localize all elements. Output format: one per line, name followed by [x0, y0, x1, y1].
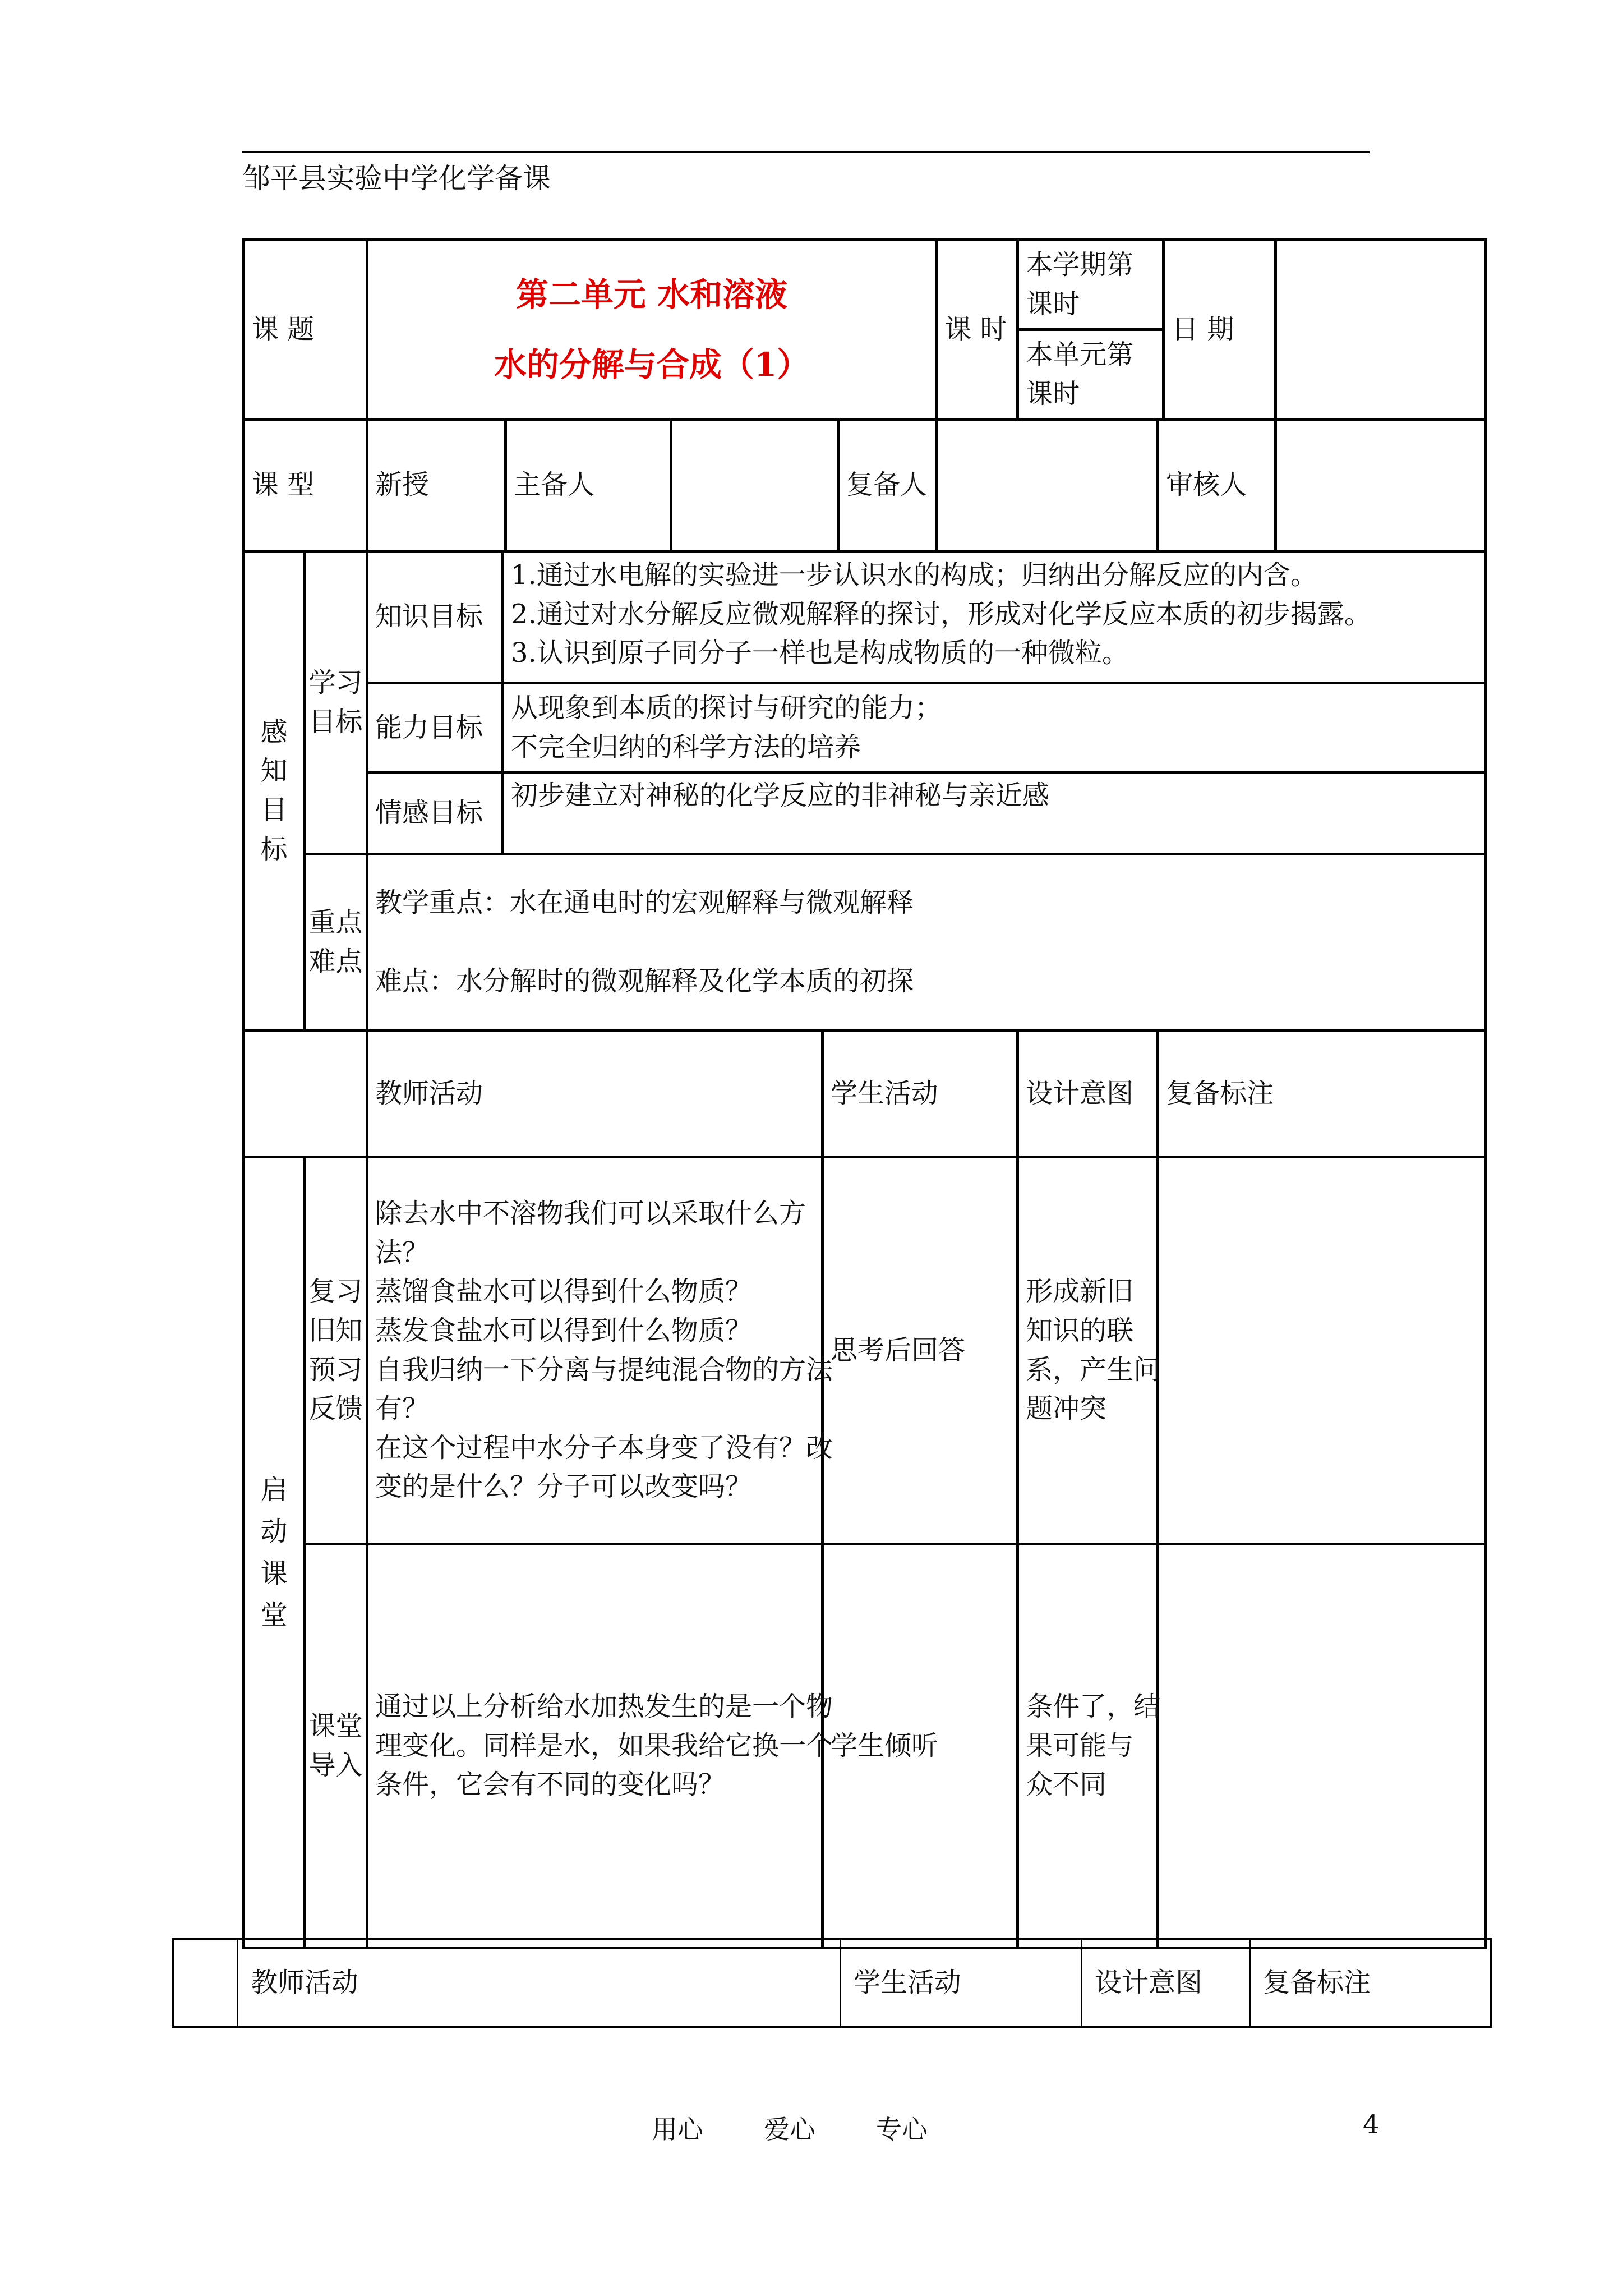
knowledge-objectives-label: 知识目标 [367, 551, 503, 683]
intro-notes [1158, 1544, 1486, 1948]
topic-label: 课 题 [244, 240, 367, 420]
intro-teacher-line-2: 理变化。同样是水，如果我给它换一个 [375, 1729, 833, 1761]
reviewer-value [1276, 420, 1486, 551]
review-design-intent [1018, 1157, 1161, 1544]
difficult-point: 难点：水分解时的微观解释及化学本质的初探 [375, 965, 914, 997]
intro-design-line-2: 果可能与 [1026, 1729, 1134, 1761]
intro-label: 课堂导入 [305, 1544, 367, 1948]
emotion-objectives-label: 情感目标 [367, 773, 503, 854]
activity-header-student: 学生活动 [823, 1031, 1018, 1157]
review-design-line-1: 形成新旧 [1026, 1276, 1134, 1308]
objectives-group-label: 感知目标 [244, 551, 305, 1031]
lesson-title-line1: 第二单元 水和溶液 [515, 275, 788, 314]
header-rule [242, 151, 1370, 153]
knowledge-objectives [503, 551, 1486, 683]
intro-teacher-line-3: 条件，它会有不同的变化吗？ [375, 1769, 726, 1801]
knowledge-item-2: 2.通过对水分解反应微观解释的探讨，形成对化学反应本质的初步揭露。 [511, 598, 1371, 630]
co-preparer-value [937, 420, 1158, 551]
period-semester: 本学期第 课时 [1018, 240, 1164, 330]
review-notes [1158, 1157, 1486, 1544]
intro-design-intent [1018, 1544, 1161, 1948]
keypoints [367, 854, 1486, 1031]
review-design-line-4: 题冲突 [1026, 1393, 1107, 1425]
intro-teacher-line-1: 通过以上分析给水加热发生的是一个物 [375, 1691, 833, 1723]
review-label: 复习旧知预习反馈 [305, 1157, 367, 1544]
footer-motto-1: 用心 [652, 2114, 703, 2145]
review-teacher-line-6: 有？ [375, 1393, 430, 1425]
co-preparer-label: 复备人 [838, 420, 937, 551]
key-point: 教学重点：水在通电时的宏观解释与微观解释 [375, 887, 914, 919]
activity-header-blank [244, 1031, 367, 1157]
school-title: 邹平县实验中学化学备课 [242, 162, 551, 195]
review-teacher-activity [367, 1157, 833, 1544]
review-teacher-line-4: 蒸发食盐水可以得到什么物质？ [375, 1314, 753, 1346]
main-preparer-value [671, 420, 838, 551]
lesson-title [367, 240, 937, 420]
lesson-title-line2: 水的分解与合成（1） [494, 345, 810, 384]
continuation-student: 学生活动 [841, 1939, 1082, 2027]
activity-header-notes: 复备标注 [1158, 1031, 1486, 1157]
review-teacher-line-8: 变的是什么？分子可以改变吗？ [375, 1471, 753, 1503]
continuation-teacher: 教师活动 [238, 1939, 841, 2027]
keypoints-label: 重点难点 [305, 854, 367, 1031]
continuation-blank [173, 1939, 238, 2027]
learning-objectives-label: 学习目标 [305, 551, 367, 854]
review-student-activity: 思考后回答 [823, 1157, 1018, 1544]
ability-objectives-label: 能力目标 [367, 683, 503, 773]
review-design-line-3: 系，产生问 [1026, 1354, 1161, 1386]
ability-item-1: 从现象到本质的探讨与研究的能力； [511, 692, 942, 724]
footer-motto-3: 专心 [876, 2114, 928, 2145]
type-value: 新授 [367, 420, 506, 551]
period-label: 课 时 [937, 240, 1018, 420]
intro-student-activity: 学生倾听 [823, 1544, 1018, 1948]
ability-objectives [503, 683, 1486, 773]
type-label: 课 型 [244, 420, 367, 551]
reviewer-label: 审核人 [1158, 420, 1276, 551]
review-teacher-line-3: 蒸馏食盐水可以得到什么物质？ [375, 1276, 753, 1308]
activity-header-teacher: 教师活动 [367, 1031, 823, 1157]
main-preparer-label: 主备人 [506, 420, 671, 551]
start-class-label: 启动课堂 [244, 1157, 305, 1948]
date-value [1276, 240, 1486, 420]
page-number: 4 [1363, 2109, 1380, 2139]
intro-teacher-activity [367, 1544, 833, 1948]
continuation-design: 设计意图 [1082, 1939, 1250, 2027]
activity-header-design: 设计意图 [1018, 1031, 1158, 1157]
lesson-plan-table [242, 238, 1487, 1949]
continuation-notes: 复备标注 [1250, 1939, 1491, 2027]
intro-design-line-3: 众不同 [1026, 1769, 1107, 1801]
intro-design-line-1: 条件了，结 [1026, 1691, 1161, 1723]
knowledge-item-1: 1.通过水电解的实验进一步认识水的构成；归纳出分解反应的内含。 [511, 559, 1317, 591]
review-teacher-line-5: 自我归纳一下分离与提纯混合物的方法 [375, 1354, 833, 1386]
date-label: 日 期 [1164, 240, 1276, 420]
review-teacher-line-1: 除去水中不溶物我们可以采取什么方 [375, 1198, 806, 1230]
ability-item-2: 不完全归纳的科学方法的培养 [511, 731, 861, 763]
continuation-header-table [172, 1938, 1492, 2028]
footer-motto-2: 爱心 [764, 2114, 815, 2145]
review-teacher-line-7: 在这个过程中水分子本身变了没有？改 [375, 1432, 833, 1464]
period-unit: 本单元第 课时 [1018, 330, 1164, 420]
emotion-objectives: 初步建立对神秘的化学反应的非神秘与亲近感 [503, 773, 1486, 854]
review-design-line-2: 知识的联 [1026, 1314, 1134, 1346]
knowledge-item-3: 3.认识到原子同分子一样也是构成物质的一种微粒。 [511, 637, 1129, 669]
review-teacher-line-2: 法？ [375, 1236, 430, 1268]
